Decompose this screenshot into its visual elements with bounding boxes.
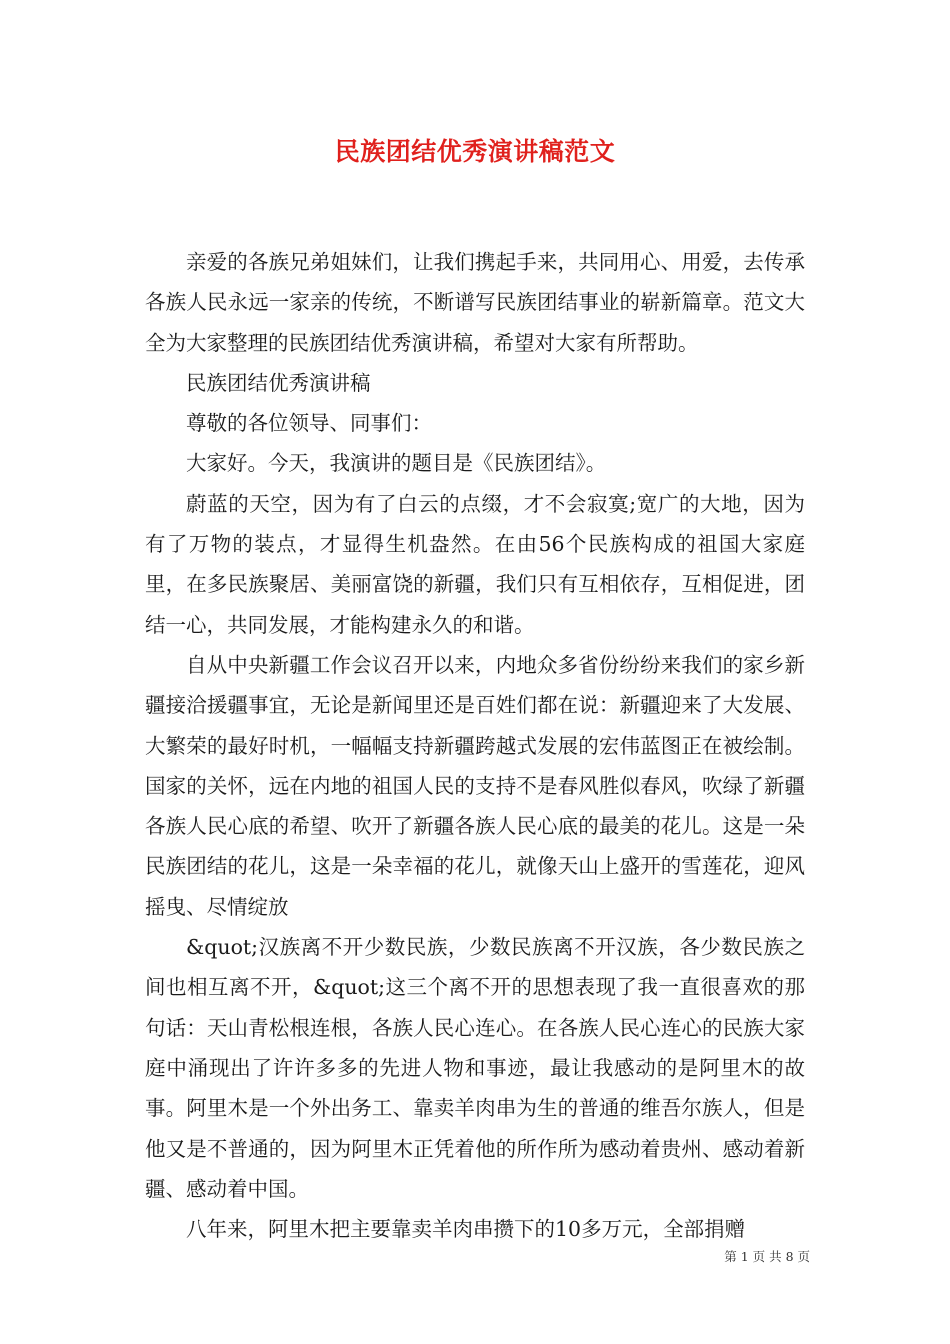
paragraph: 蔚蓝的天空，因为有了白云的点缀，才不会寂寞;宽广的大地，因为有了万物的装点，才显得生机盎然。在由56个民族构成的祖国大家庭里，在多民族聚居、美丽富饶的新疆，我们只有互相依存，互相促进，团结一心，共同发展，才能构建永久的和谐。 bbox=[145, 491, 805, 637]
paragraph: 大家好。今天，我演讲的题目是《民族团结》。 bbox=[186, 451, 607, 476]
page-title: 民族团结优秀演讲稿范文 bbox=[334, 137, 616, 166]
paragraph: 八年来，阿里木把主要靠卖羊肉串攒下的10多万元，全部捐赠 bbox=[186, 1217, 746, 1242]
paragraph: 自从中央新疆工作会议召开以来，内地众多省份纷纷来我们的家乡新疆接洽援疆事宜，无论是新闻里还是百姓们都在说：新疆迎来了大发展、大繁荣的最好时机，一幅幅支持新疆跨越式发展的宏伟蓝图正在被绘制。国家的关怀，远在内地的祖国人民的支持不是春风胜似春风，吹绿了新疆各族人民心底的希望、吹开了新疆各族人民心底的最美的花儿。这是一朵民族团结的花儿，这是一朵幸福的花儿，就像天山上盛开的雪莲花，迎风摇曳、尽情绽放 bbox=[145, 652, 805, 919]
paragraph: 亲爱的各族兄弟姐妹们，让我们携起手来，共同用心、用爱，去传承各族人民永远一家亲的传统，不断谱写民族团结事业的崭新篇章。范文大全为大家整理的民族团结优秀演讲稿，希望对大家有所帮助。 bbox=[145, 250, 805, 355]
page-number-footer: 第 1 页 共 8 页 bbox=[724, 1249, 810, 1264]
document-body bbox=[145, 242, 805, 1249]
paragraph: &quot;汉族离不开少数民族，少数民族离不开汉族，各少数民族之间也相互离不开，&quot;这三个离不开的思想表现了我一直很喜欢的那句话：天山青松根连根，各族人民心连心。在各族人民心连心的民族大家庭中涌现出了许许多多的先进人物和事迹，最让我感动的是阿里木的故事。阿里木是一个外出务工、靠卖羊肉串为生的普通的维吾尔族人，但是他又是不普通的，因为阿里木正凭着他的所作所为感动着贵州、感动着新疆、感动着中国。 bbox=[145, 935, 805, 1201]
paragraph: 尊敬的各位领导、同事们： bbox=[186, 411, 432, 436]
paragraph: 民族团结优秀演讲稿 bbox=[186, 370, 371, 395]
